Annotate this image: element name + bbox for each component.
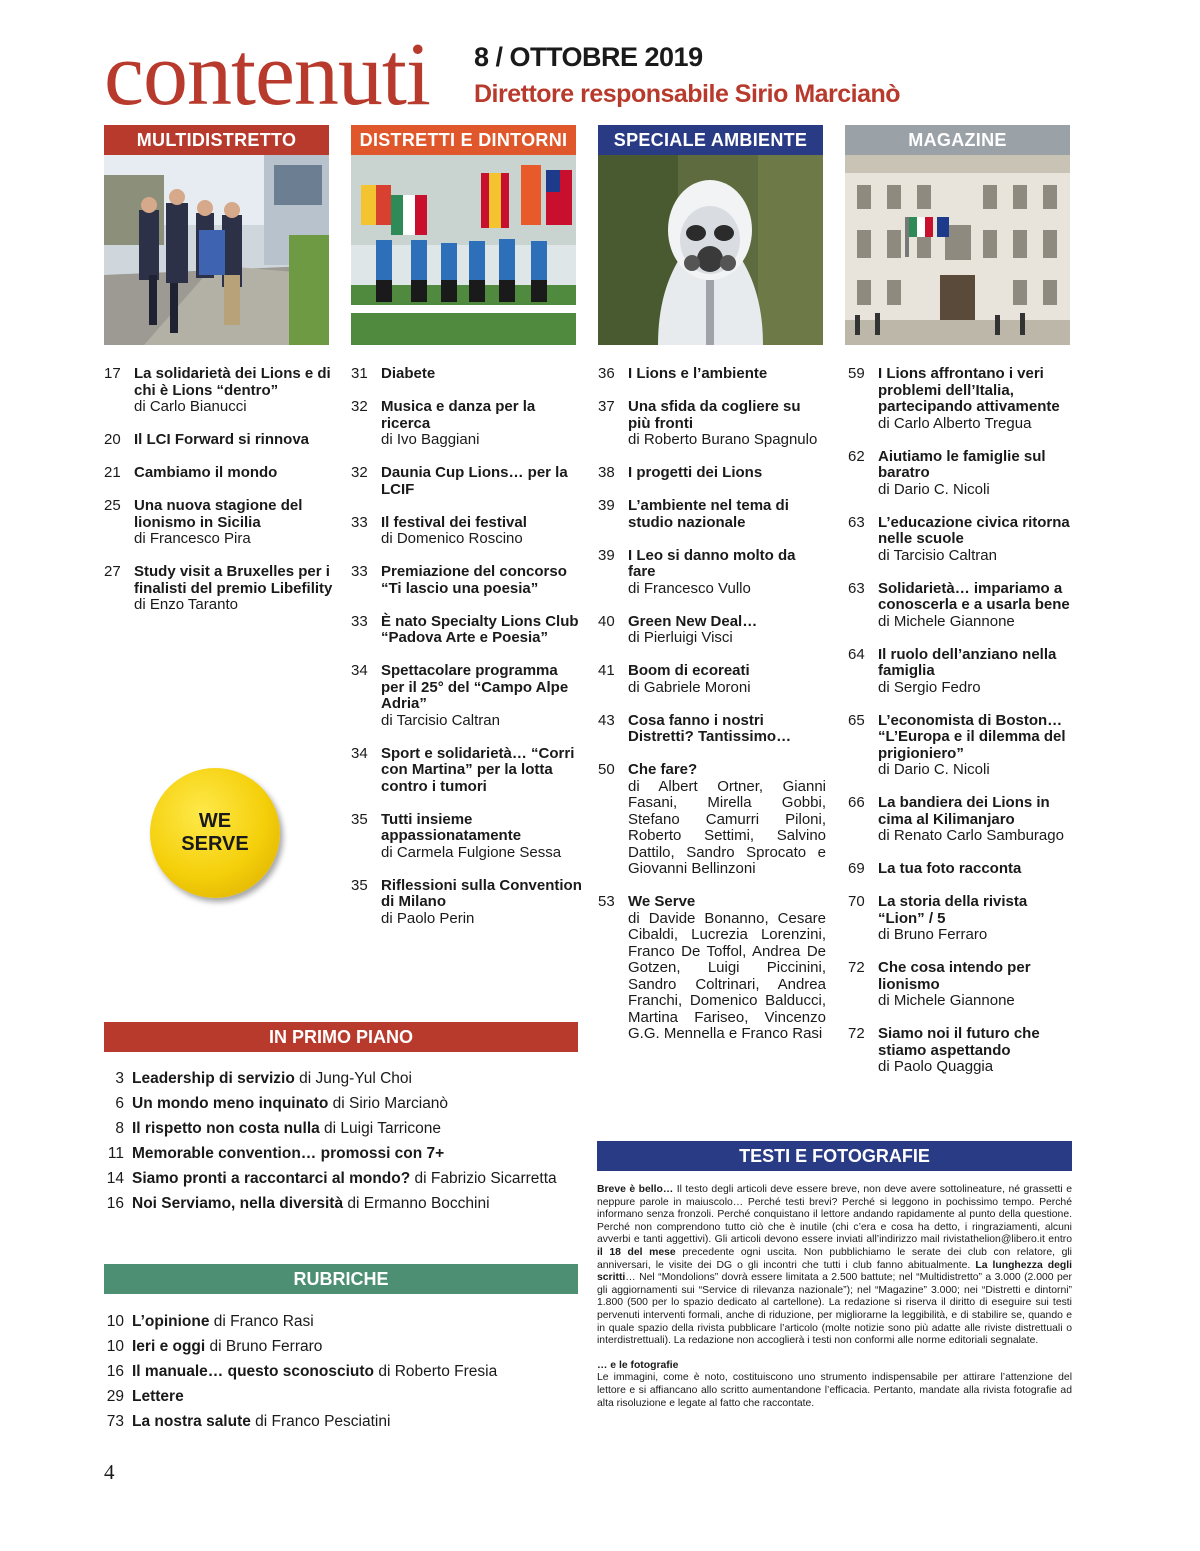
- list-item[interactable]: [104, 1334, 578, 1359]
- toc-entry[interactable]: [848, 366, 1078, 432]
- page-number: 16: [106, 1363, 124, 1380]
- entry-title: Il rispetto non costa nulla: [132, 1120, 320, 1137]
- entry-author: di Carlo Bianucci: [134, 398, 247, 415]
- page-number: 69: [848, 860, 865, 877]
- paragraph-emphasis: La lunghezza degli scritti: [597, 1259, 1073, 1284]
- entry-title: Memorable convention… promossi con 7+: [132, 1145, 445, 1162]
- toc-list-speciale-ambiente: [598, 366, 826, 1059]
- column-distretti: [351, 125, 576, 345]
- toc-entry[interactable]: [351, 564, 583, 597]
- toc-entry[interactable]: [104, 564, 344, 614]
- toc-entry[interactable]: [848, 894, 1078, 944]
- entry-author: di Paolo Perin: [381, 909, 475, 927]
- page-number: 3: [115, 1070, 124, 1087]
- paragraph-text: … Nel “Mondolions” dovrà essere limitata a 2.500 battute; nel “Multidistretto” a 3.000 (2.000 per gli aggiornamenti sui “Service di rilevanza nazionale”); nel “Magazine” 3.000; nei “Distretti e dintorni” 1.800 (500 per lo spazio dedicato al cartellone). La redazione si riserva il diritto di eseguire sui testi pervenuti interventi formali, anche di riduzione, per migliorarne la leggibilità, e di stabilire se, quando e in quale spazio della rivista pubblicare l’articolo (molte notizie sono più adatte alle riviste distrettuali o interdistrettuali). La redazione non accoglierà i testi non conformi alle norme editoriali segnalate.: [597, 1272, 1072, 1347]
- page-folio: 4: [104, 1460, 115, 1484]
- page-number: 72: [848, 959, 865, 976]
- entry-title: Siamo pronti a raccontarci al mondo?: [132, 1170, 411, 1187]
- page-number: 40: [598, 612, 615, 630]
- entry-title: La bandiera dei Lions in cima al Kilimanjaro: [878, 794, 1050, 828]
- toc-entry[interactable]: [351, 878, 583, 928]
- paragraph-text: precedente ogni uscita. Non pubblichiamo le serate dei club con relatore, gli anniversari, le visite dei DG o gli incontri che tutti i club fanno abitualmente.: [597, 1246, 1072, 1271]
- page-number: 33: [351, 563, 368, 580]
- photo-gas-mask: [598, 155, 823, 345]
- page-number: 33: [351, 513, 368, 531]
- entry-title: Il festival dei festival: [381, 513, 527, 531]
- page-number: 39: [598, 546, 615, 564]
- section-header-speciale-ambiente: SPECIALE AMBIENTE: [598, 125, 823, 155]
- entry-author: di Franco Rasi: [209, 1313, 314, 1330]
- entry-author: di Dario C. Nicoli: [878, 761, 990, 778]
- page-number: 53: [598, 893, 615, 910]
- entry-title: L’opinione: [132, 1313, 210, 1330]
- entry-title: Siamo noi il futuro che stiamo aspettando: [878, 1025, 1040, 1059]
- page-number: 41: [598, 662, 615, 679]
- paragraph-lead: Breve è bello…: [597, 1184, 674, 1195]
- toc-entry[interactable]: [104, 465, 344, 482]
- guidelines-paragraph: [597, 1184, 1072, 1348]
- entry-title: Una nuova stagione del lionismo in Sicilia: [134, 497, 303, 531]
- page-number: 27: [104, 563, 121, 580]
- entry-title: La solidarietà dei Lions e di chi è Lions “dentro”: [134, 365, 331, 399]
- page-number: 63: [848, 579, 865, 597]
- entry-title: We Serve: [628, 893, 696, 910]
- we-serve-badge: [150, 768, 280, 898]
- entry-title: Il manuale… questo sconosciuto: [132, 1363, 375, 1380]
- toc-entry[interactable]: [351, 465, 583, 498]
- column-multidistretto: [104, 125, 329, 345]
- toc-entry[interactable]: [351, 515, 583, 548]
- entry-author: di Francesco Vullo: [628, 579, 751, 597]
- page-number: 10: [106, 1338, 124, 1355]
- entry-title: Riflessioni sulla Convention di Milano: [381, 876, 582, 910]
- entry-title: I Lions affrontano i veri problemi dell’Italia, partecipando attivamente: [878, 365, 1060, 415]
- entry-title: Cosa fanno i nostri Distretti? Tantissimo…: [628, 711, 792, 745]
- toc-entry[interactable]: [104, 366, 344, 416]
- entry-title: È nato Specialty Lions Club “Padova Arte e Poesia”: [381, 612, 579, 646]
- section-header-primo-piano: IN PRIMO PIANO: [104, 1022, 578, 1052]
- toc-entry[interactable]: [351, 614, 583, 647]
- list-item[interactable]: [104, 1166, 578, 1191]
- entry-author: di Roberto Fresia: [374, 1363, 498, 1380]
- entry-title: Solidarietà… impariamo a conoscerla e a usarla bene: [878, 579, 1070, 613]
- page-number: 34: [351, 662, 368, 679]
- entry-title: L’economista di Boston… “L’Europa e il dilemma del prigioniero”: [878, 711, 1066, 762]
- entry-title: Tutti insieme appassionatamente: [381, 810, 522, 844]
- toc-entry[interactable]: [848, 1026, 1078, 1076]
- entry-author: di Fabrizio Sicarretta: [410, 1170, 557, 1187]
- entry-title: Lettere: [132, 1388, 184, 1405]
- page-number: 21: [104, 464, 121, 481]
- toc-entry[interactable]: [598, 465, 826, 482]
- masthead-title: contenuti: [104, 25, 430, 124]
- toc-entry[interactable]: [848, 449, 1078, 499]
- entry-author: di Pierluigi Visci: [628, 629, 733, 646]
- page-number: 14: [106, 1170, 124, 1187]
- toc-entry[interactable]: [598, 614, 826, 647]
- page-number: 35: [351, 810, 368, 828]
- entry-title: L’ambiente nel tema di studio nazionale: [628, 497, 789, 531]
- entry-author: di Jung-Yul Choi: [294, 1070, 412, 1087]
- page-number: 37: [598, 398, 615, 415]
- entry-author: di Michele Giannone: [878, 992, 1015, 1009]
- entry-author: di Luigi Tarricone: [319, 1120, 441, 1137]
- entry-title: Boom di ecoreati: [628, 662, 750, 679]
- editorial-guidelines: [597, 1184, 1072, 1422]
- page-number: 43: [598, 711, 615, 729]
- entry-author: di Ermanno Bocchini: [343, 1195, 490, 1212]
- list-item[interactable]: [104, 1091, 578, 1116]
- page-number: 35: [351, 876, 368, 894]
- toc-entry[interactable]: [351, 746, 583, 796]
- toc-entry[interactable]: [848, 581, 1078, 631]
- entry-author: di Carmela Fulgione Sessa: [381, 843, 562, 861]
- toc-list-magazine: [848, 366, 1078, 1092]
- entry-title: Il LCI Forward si rinnova: [134, 431, 310, 448]
- badge-line: SERVE: [181, 833, 249, 855]
- entry-title: I progetti dei Lions: [628, 464, 763, 481]
- column-magazine: [845, 125, 1070, 345]
- entry-author: di Gabriele Moroni: [628, 678, 751, 696]
- page-number: 16: [106, 1195, 124, 1212]
- entry-title: Study visit a Bruxelles per i finalisti del premio Libefility: [134, 563, 333, 597]
- list-item[interactable]: [104, 1066, 578, 1091]
- page-number: 31: [351, 365, 368, 382]
- page-number: 17: [104, 365, 121, 382]
- entry-title: Un mondo meno inquinato: [132, 1095, 329, 1112]
- toc-entry[interactable]: [848, 713, 1078, 779]
- toc-entry[interactable]: [848, 795, 1078, 845]
- toc-entry[interactable]: [848, 960, 1078, 1010]
- page-number: 10: [106, 1313, 124, 1330]
- entry-author: di Tarcisio Caltran: [381, 711, 500, 729]
- entry-title: Daunia Cup Lions… per la LCIF: [381, 464, 568, 498]
- list-item[interactable]: [104, 1359, 578, 1384]
- entry-author: di Domenico Roscino: [381, 530, 523, 547]
- entry-author: di Renato Carlo Samburago: [878, 827, 1064, 844]
- toc-entry[interactable]: [598, 713, 826, 746]
- toc-list-distretti: [351, 366, 583, 944]
- toc-entry[interactable]: [598, 399, 826, 449]
- toc-entry[interactable]: [104, 498, 344, 548]
- list-item[interactable]: [104, 1409, 578, 1434]
- paragraph-lead: … e le fotografie: [597, 1359, 679, 1371]
- page-number: 29: [106, 1388, 124, 1405]
- entry-author: di Ivo Baggiani: [381, 431, 480, 448]
- issue-date: 8 / OTTOBRE 2019: [474, 42, 703, 72]
- toc-entry[interactable]: [351, 812, 583, 862]
- page-number: 70: [848, 893, 865, 910]
- page-number: 64: [848, 645, 865, 663]
- page-number: 11: [107, 1145, 124, 1162]
- entry-author: di Carlo Alberto Tregua: [878, 414, 1032, 432]
- section-header-rubriche: RUBRICHE: [104, 1264, 578, 1294]
- list-rubriche: [104, 1309, 578, 1434]
- entry-author: di Dario C. Nicoli: [878, 480, 990, 498]
- page-number: 32: [351, 464, 368, 481]
- page-number: 62: [848, 447, 865, 465]
- toc-entry[interactable]: [351, 663, 583, 729]
- entry-title: Premiazione del concorso “Ti lascio una poesia”: [381, 563, 567, 597]
- entry-title: Diabete: [381, 365, 436, 382]
- toc-entry[interactable]: [848, 647, 1078, 697]
- entry-title: Leadership di servizio: [132, 1070, 295, 1087]
- entry-title: I Leo si danno molto da fare: [628, 546, 796, 580]
- toc-entry[interactable]: [598, 894, 826, 1043]
- toc-entry[interactable]: [104, 432, 344, 449]
- page-number: 32: [351, 398, 368, 415]
- page-number: 65: [848, 711, 865, 729]
- entry-title: I Lions e l’ambiente: [628, 365, 768, 382]
- photo-palazzo: [845, 155, 1070, 345]
- entry-title: La nostra salute: [132, 1413, 251, 1430]
- page-number: 59: [848, 365, 865, 382]
- photos-paragraph: [597, 1360, 1072, 1410]
- entry-author: di Michele Giannone: [878, 612, 1015, 630]
- page-number: 39: [598, 497, 615, 514]
- entry-title: Spettacolare programma per il 25° del “Campo Alpe Adria”: [381, 662, 569, 712]
- entry-title: Sport e solidarietà… “Corri con Martina” per la lotta contro i tumori: [381, 744, 575, 795]
- entry-title: Cambiamo il mondo: [134, 464, 278, 481]
- entry-title: Ieri e oggi: [132, 1338, 206, 1355]
- list-item[interactable]: [104, 1384, 578, 1409]
- page-number: 38: [598, 464, 615, 481]
- list-item[interactable]: [104, 1116, 578, 1141]
- toc-entry[interactable]: [598, 548, 826, 598]
- toc-list-multidistretto: [104, 366, 344, 630]
- page-number: 25: [104, 497, 121, 514]
- entry-author: di Bruno Ferraro: [205, 1338, 323, 1355]
- entry-author: di Enzo Taranto: [134, 596, 238, 613]
- list-item[interactable]: [104, 1141, 578, 1166]
- paragraph-text: Il testo degli articoli deve essere breve, non deve avere sottolineature, né grassetti e neppure parole in maiuscolo… Perché testi brevi? Perché si leggono in pochissimo tempo. Perché informano senza fronzoli. Perché conquistano il lettore andando rapidamente al punto della questione. Perché non comprendono tutto ciò che è inutile (chi c’era e cosa ha detto, i ringraziamenti, alcuni avverbi e tanti aggettivi). Gli articoli devono essere inviati all’indirizzo mail rivistathelion@libero.it entro: [597, 1184, 1073, 1246]
- toc-entry[interactable]: [598, 366, 826, 383]
- director-line: Direttore responsabile Sirio Marcianò: [474, 80, 901, 108]
- entry-title: L’educazione civica ritorna nelle scuole: [878, 513, 1070, 547]
- toc-entry[interactable]: [598, 663, 826, 696]
- section-header-magazine: MAGAZINE: [845, 125, 1070, 155]
- entry-author: di Sirio Marcianò: [328, 1095, 449, 1112]
- page-number: 6: [115, 1095, 124, 1112]
- toc-entry[interactable]: [598, 762, 826, 878]
- entry-author: di Roberto Burano Spagnulo: [628, 431, 818, 448]
- list-primo-piano: [104, 1066, 578, 1216]
- section-header-testi-fotografie: TESTI E FOTOGRAFIE: [597, 1141, 1072, 1171]
- entry-author: di Francesco Pira: [134, 530, 251, 547]
- photo-flags-group: [351, 155, 576, 345]
- page-number: 73: [106, 1413, 124, 1430]
- page-number: 66: [848, 794, 865, 811]
- toc-entry[interactable]: [848, 861, 1078, 878]
- entry-title: Una sfida da cogliere su più fronti: [628, 398, 801, 432]
- entry-title: Green New Deal…: [628, 612, 758, 630]
- entry-author: di Tarcisio Caltran: [878, 546, 997, 564]
- badge-line: WE: [198, 810, 232, 832]
- entry-title: La tua foto racconta: [878, 860, 1022, 877]
- entry-title: Aiutiamo le famiglie sul baratro: [878, 447, 1046, 481]
- section-header-multidistretto: MULTIDISTRETTO: [104, 125, 329, 155]
- page-number: 34: [351, 744, 368, 762]
- entry-title: Musica e danza per la ricerca: [381, 398, 536, 432]
- photo-street-walkers: [104, 155, 329, 345]
- entry-title: Noi Serviamo, nella diversità: [132, 1195, 344, 1212]
- page-number: 36: [598, 365, 615, 382]
- entry-title: La storia della rivista “Lion” / 5: [878, 893, 1028, 927]
- page-number: 20: [104, 431, 121, 448]
- entry-title: Che fare?: [628, 761, 698, 778]
- list-item[interactable]: [104, 1309, 578, 1334]
- page-number: 63: [848, 513, 865, 531]
- entry-author: di Paolo Quaggia: [878, 1058, 994, 1075]
- entry-author: di Sergio Fedro: [878, 678, 981, 696]
- paragraph-text: Le immagini, come è noto, costituiscono uno strumento indispensabile per attirare l’attenzione del lettore e si affiancano allo scritto aumentandone l’efficacia. Pertanto, mandate alla rivista fotografie ad alta risoluzione e legate al fatto che raccontate.: [597, 1372, 1072, 1409]
- column-speciale-ambiente: [598, 125, 823, 345]
- toc-entry[interactable]: [351, 399, 583, 449]
- page-number: 8: [115, 1120, 124, 1137]
- section-header-distretti: DISTRETTI E DINTORNI: [351, 125, 576, 155]
- entry-author: di Franco Pesciatini: [250, 1413, 391, 1430]
- entry-title: Il ruolo dell’anziano nella famiglia: [878, 645, 1057, 679]
- list-item[interactable]: [104, 1191, 578, 1216]
- entry-author: di Davide Bonanno, Cesare Cibaldi, Lucrezia Lorenzini, Franco De Toffol, Andrea De Gotzen, Luigi Piccinini, Sandro Coltrinari, Andrea Franchi, Domenico Balducci, Martina Fariseo, Vincenzo G.G. Mennella e Franco Rasi: [628, 909, 826, 1042]
- entry-title: Che cosa intendo per lionismo: [878, 959, 1031, 993]
- toc-entry[interactable]: [848, 515, 1078, 565]
- entry-author: di Bruno Ferraro: [878, 926, 988, 943]
- toc-entry[interactable]: [351, 366, 583, 383]
- page-number: 72: [848, 1025, 865, 1042]
- toc-entry[interactable]: [598, 498, 826, 531]
- page-number: 50: [598, 761, 615, 778]
- paragraph-emphasis: il 18 del mese: [597, 1246, 676, 1258]
- page-number: 33: [351, 612, 368, 630]
- entry-author: di Albert Ortner, Gianni Fasani, Mirella Gobbi, Stefano Camurri Piloni, Roberto Settimi, Salvino Dattilo, Sandro Sprocato e Giovanni Bellinzoni: [628, 777, 826, 877]
